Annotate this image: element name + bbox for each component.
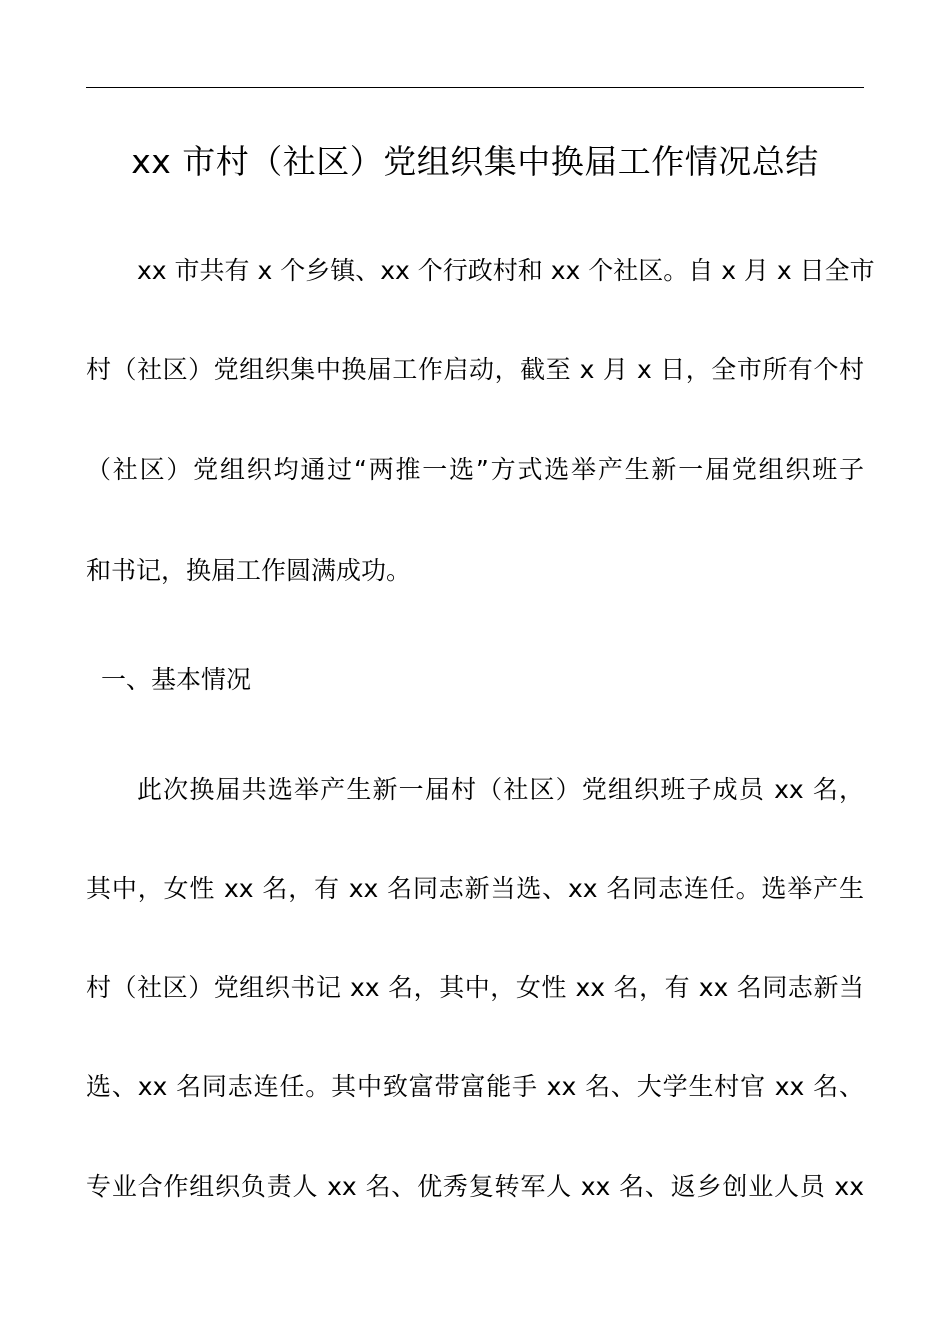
intro-line-2: 村（社区）党组织集中换届工作启动，截至 x 月 x 日，全市所有个村 — [86, 355, 864, 384]
section1-line-3: 村（社区）党组织书记 xx 名，其中，女性 xx 名，有 xx 名同志新当 — [86, 973, 864, 1002]
intro-line-4: 和书记，换届工作圆满成功。 — [86, 556, 412, 585]
intro-line-1: xx 市共有 x 个乡镇、xx 个行政村和 xx 个社区。自 x 月 x 日全市 — [137, 256, 875, 285]
header-rule — [86, 87, 864, 88]
section1-line-5: 专业合作组织负责人 xx 名、优秀复转军人 xx 名、返乡创业人员 xx — [86, 1172, 864, 1201]
section1-line-1: 此次换届共选举产生新一届村（社区）党组织班子成员 xx 名， — [137, 775, 864, 804]
section1-line-4: 选、xx 名同志连任。其中致富带富能手 xx 名、大学生村官 xx 名、 — [86, 1072, 864, 1101]
document-title: xx 市村（社区）党组织集中换届工作情况总结 — [131, 142, 819, 181]
section-heading-basic: 一、基本情况 — [101, 665, 252, 694]
section1-line-2: 其中，女性 xx 名，有 xx 名同志新当选、xx 名同志连任。选举产生 — [86, 874, 864, 903]
intro-line-3: （社区）党组织均通过“两推一选”方式选举产生新一届党组织班子 — [86, 455, 864, 484]
